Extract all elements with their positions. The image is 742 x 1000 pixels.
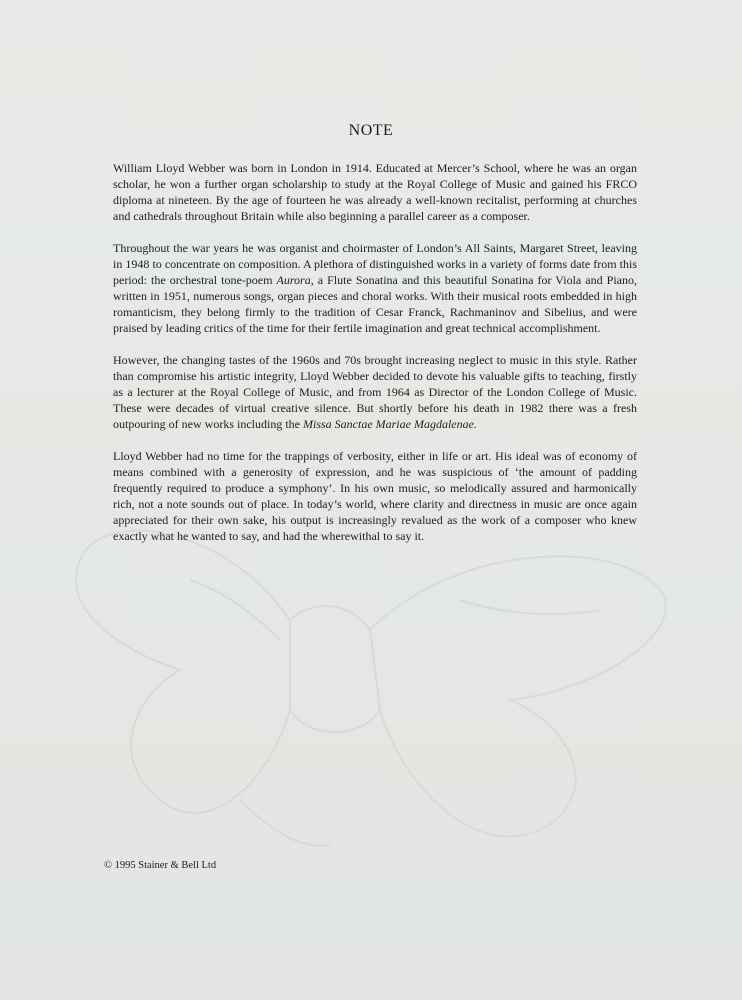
paragraph-biography — [113, 160, 637, 224]
text-run: Lloyd Webber had no time for the trappings of verbosity, either in life or art. His ideal was of economy of means combined with a generosity of expression, and he was suspicious of ‘the amount of padding frequently required to produce a symphony’. In his own music, so melodically assured and harmonically rich, not a note sounds out of place. In today’s world, where clarity and directness in music are once again appreciated for their own sake, his output is increasingly revalued as the work of a composer who knew exactly what he wanted to say, and had the wherewithal to say it. — [113, 449, 637, 543]
text-run: a Flute Sonatina and this beautiful Sonatina for Viola and Piano, written in 1951, numerous songs, organ pieces and choral works. With their musical roots embedded in high romanticism, they belong firmly to the tradition of Cesar Franck, Rachmaninov and Sibelius, and were praised by leading critics of the time for their fertile imagination and great technical accomplishment. — [113, 273, 638, 335]
paragraph-legacy — [113, 448, 637, 544]
text-run: William Lloyd Webber was born in London in 1914. Educated at Mercer’s School, where he was an organ scholar, he won a further organ scholarship to study at the Royal College of Music and gained his FRCO diploma at nineteen. By the age of fourteen he was already a well-known recitalist, performing at churches and cathedrals throughout Britain while also beginning a parallel career as a composer. — [113, 161, 637, 223]
text-run: However, the changing tastes of the 1960s and 70s brought increasing neglect to music in this style. Rather than compromise his artistic integrity, Lloyd Webber decided to devote his valuable gifts to teaching, firstly as a lecturer at the Royal College of Music, and from 1964 as Director of the London College of Music. These were decades of virtual creative silence. But shortly before his death in 1982 there was a fresh outpouring of new works including the — [113, 353, 637, 431]
paragraph-war-years — [113, 240, 637, 336]
page-title: NOTE — [348, 122, 394, 139]
text-run: Throughout the war years he was organist and choirmaster of London’s All Saints, Margaret Street, leaving in 1948 to concentrate on composition. A plethora of distinguished works in a variety of forms date from this period: the orchestral tone-poem — [113, 241, 637, 287]
body-text — [113, 160, 637, 560]
italic-title: Missa Sanctae Mariae Magdalenae. — [302, 417, 477, 431]
paragraph-changing-tastes — [113, 352, 637, 432]
italic-title: Aurora, — [276, 273, 314, 287]
copyright-notice: © 1995 Stainer & Bell Ltd — [104, 860, 217, 871]
